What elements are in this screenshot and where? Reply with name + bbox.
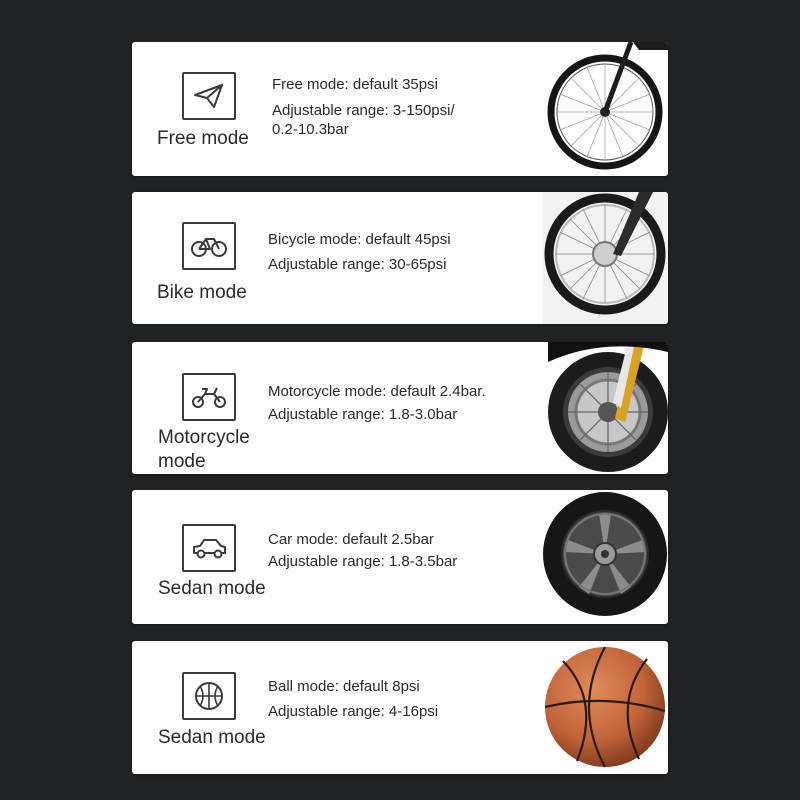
bike-mode-range: Adjustable range: 30-65psi xyxy=(268,256,447,273)
free-mode-icon-box xyxy=(182,72,236,120)
bike-mode-icon-box xyxy=(182,222,236,270)
ball-mode-range: Adjustable range: 4-16psi xyxy=(268,703,439,720)
car-mode-default: Car mode: default 2.5bar xyxy=(268,531,434,548)
bike-mode-description xyxy=(268,229,451,276)
car-wheel-photo xyxy=(543,490,668,624)
paper-plane-icon xyxy=(192,81,226,111)
motorcycle-mode-description xyxy=(268,381,486,426)
motorcycle-mode-default: Motorcycle mode: default 2.4bar. xyxy=(268,383,486,400)
bike-mode-label: Bike mode xyxy=(157,282,247,303)
mode-card-ball xyxy=(132,641,668,774)
bike-mode-default: Bicycle mode: default 45psi xyxy=(268,231,451,248)
motorcycle-wheel-photo xyxy=(543,342,668,474)
car-icon xyxy=(190,535,228,561)
mode-card-motorcycle xyxy=(132,342,668,474)
mode-card-free xyxy=(132,42,668,176)
bicycle-icon xyxy=(190,233,228,259)
ball-mode-description xyxy=(268,676,438,723)
basketball-icon xyxy=(193,680,225,712)
motorcycle-icon xyxy=(190,384,228,410)
car-mode-range: Adjustable range: 1.8-3.5bar xyxy=(268,553,458,570)
folding-bike-wheel-photo xyxy=(543,192,668,324)
car-mode-label: Sedan mode xyxy=(158,578,266,599)
basketball-photo xyxy=(543,641,668,774)
car-mode-description xyxy=(268,529,457,573)
motorcycle-mode-range: Adjustable range: 1.8-3.0bar xyxy=(268,406,458,423)
mode-card-car xyxy=(132,490,668,624)
free-mode-description xyxy=(272,74,455,141)
free-mode-range-bar: 0.2-10.3bar xyxy=(272,121,349,138)
mode-card-bike xyxy=(132,192,668,324)
ball-mode-default: Ball mode: default 8psi xyxy=(268,678,420,695)
ball-mode-label: Sedan mode xyxy=(158,727,266,748)
car-mode-icon-box xyxy=(182,524,236,572)
bicycle-wheel-photo xyxy=(543,42,668,176)
motorcycle-mode-icon-box xyxy=(182,373,236,421)
free-mode-default: Free mode: default 35psi xyxy=(272,76,438,93)
ball-mode-icon-box xyxy=(182,672,236,720)
motorcycle-mode-label: Motorcycle mode xyxy=(158,427,250,472)
free-mode-range: Adjustable range: 3-150psi/ xyxy=(272,102,455,119)
free-mode-label: Free mode xyxy=(157,128,249,149)
